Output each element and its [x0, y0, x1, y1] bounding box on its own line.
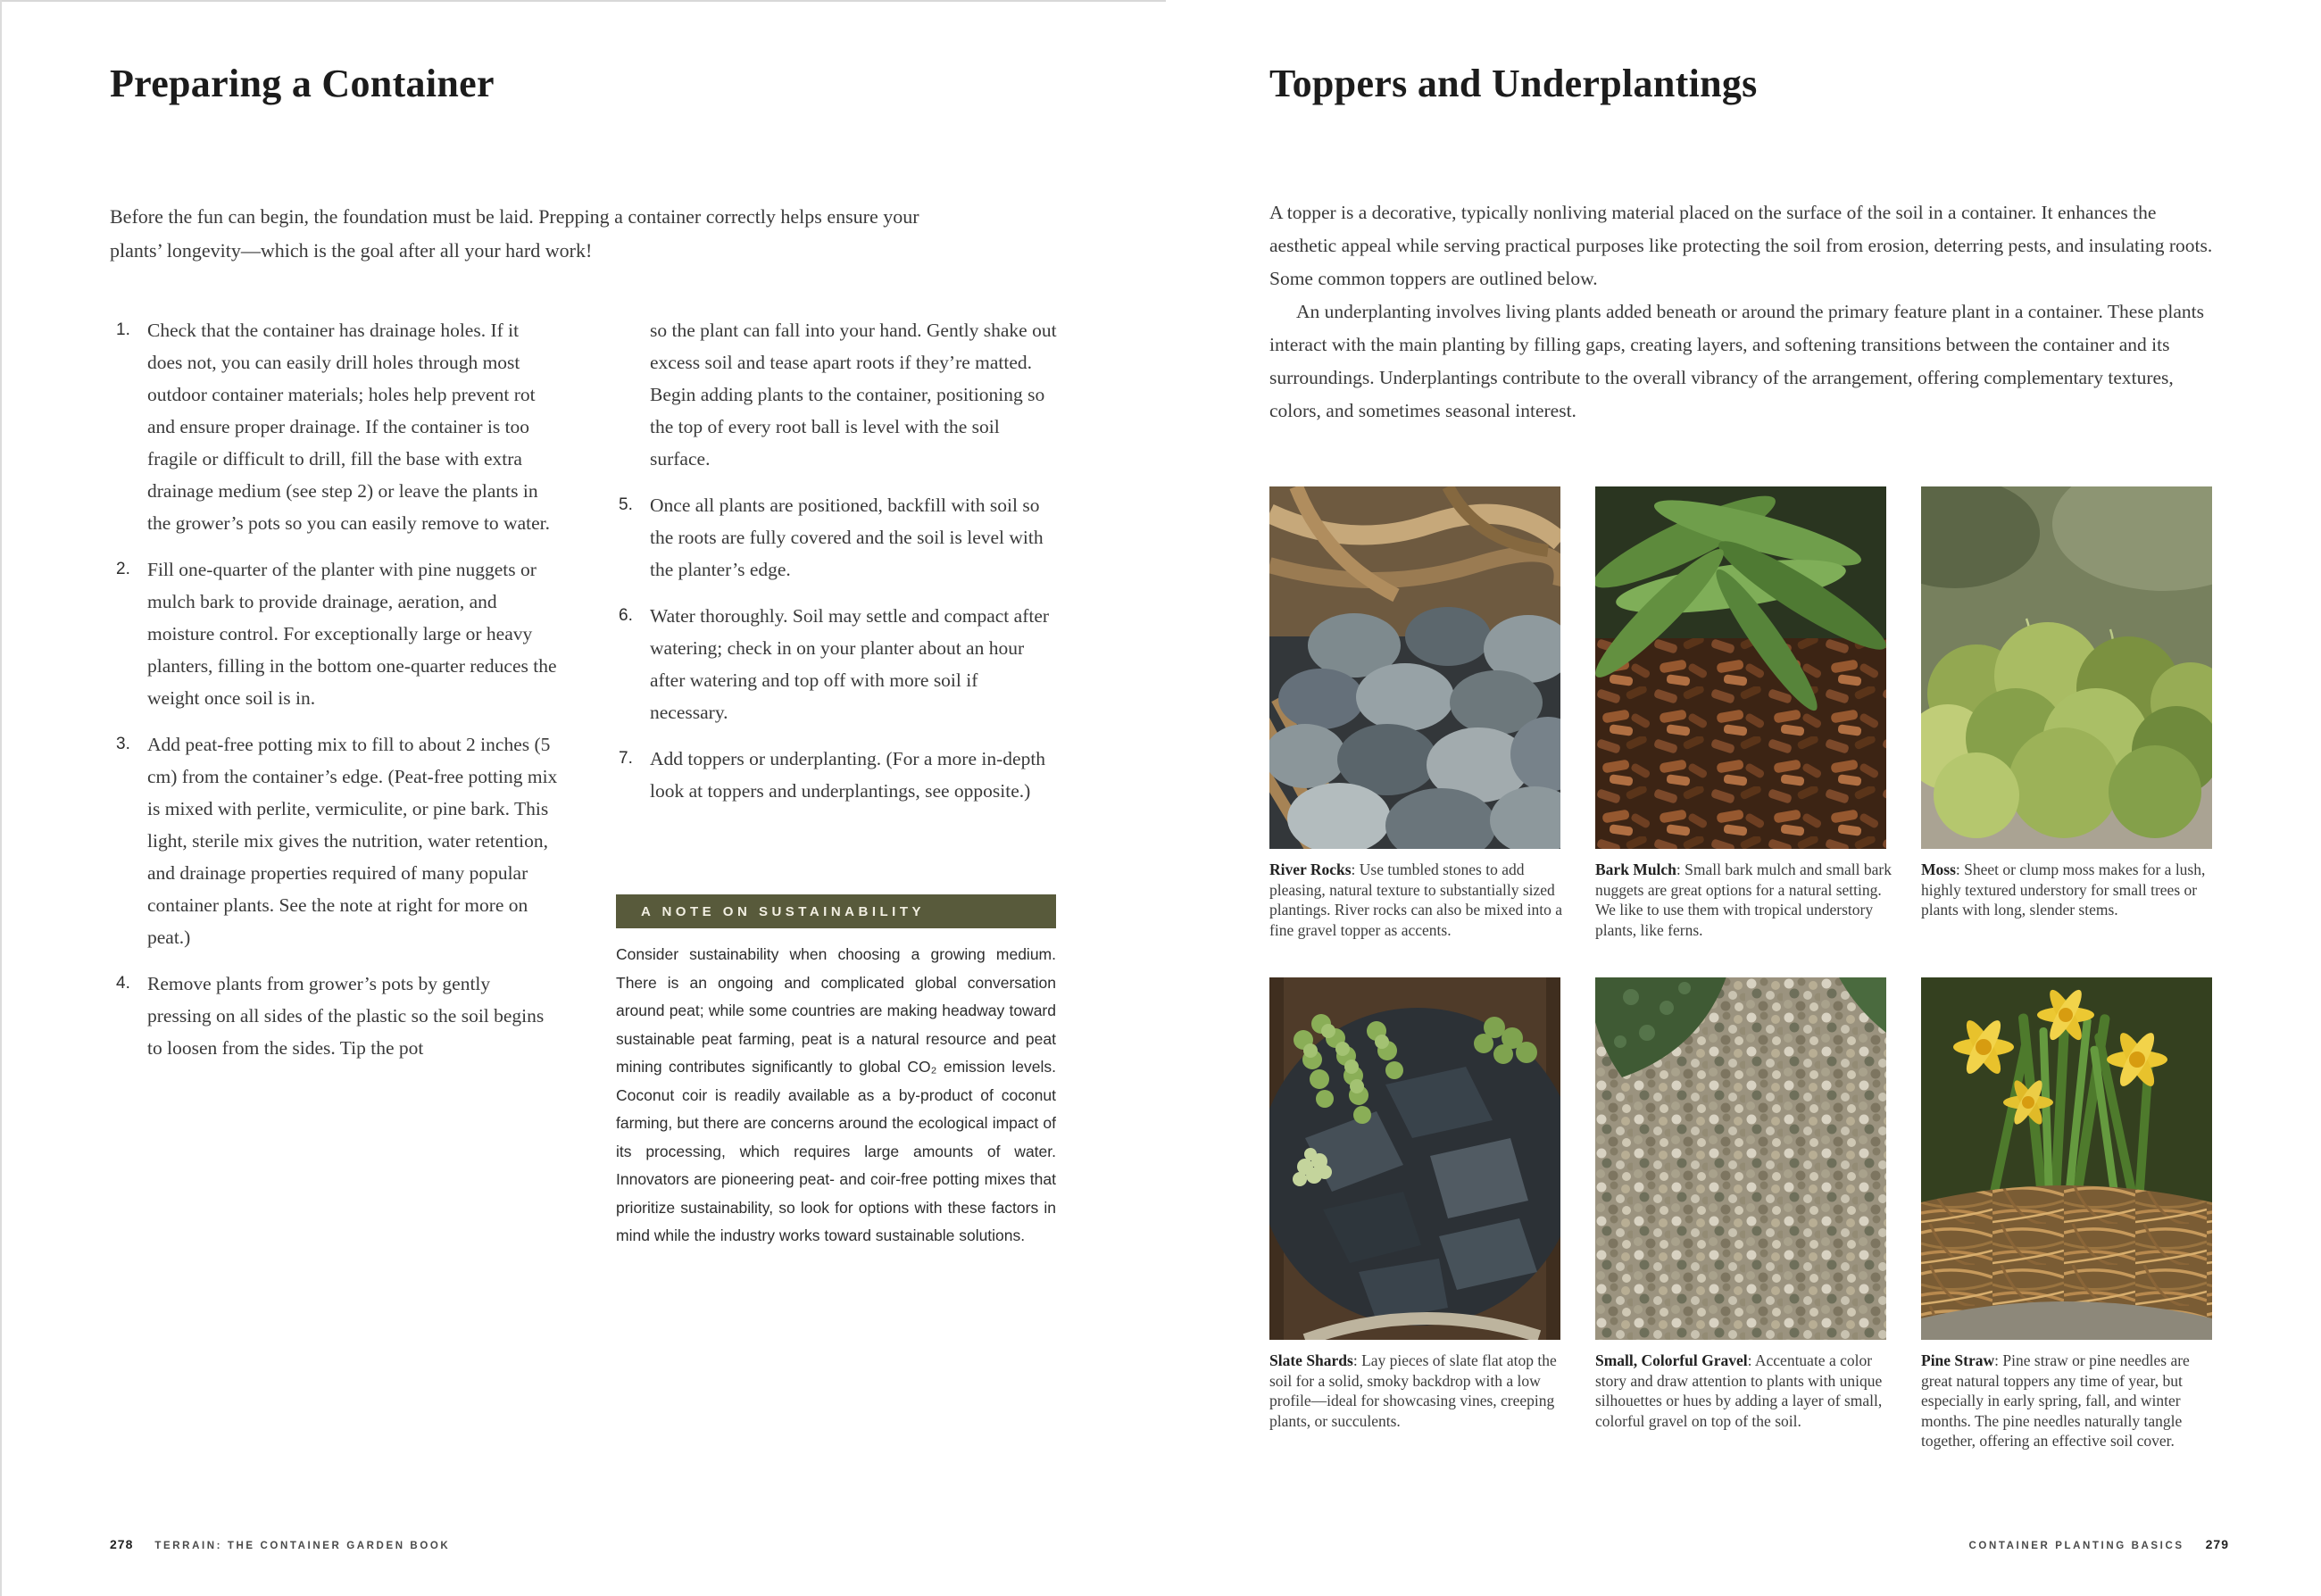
topper-cell-moss [1921, 486, 2219, 920]
topper-cell-river-rocks [1269, 486, 1568, 940]
step-text: Water thoroughly. Soil may settle and compact after watering; check in on your planter about an hour after watering and top off with more soil if necessary. [650, 605, 1050, 723]
step-item-2 [116, 553, 558, 714]
caption-pine-straw [1921, 1351, 2219, 1451]
topper-cell-bark-mulch [1595, 486, 1893, 940]
left-page-intro: Before the fun can begin, the foundation must be laid. Prepping a container correctly helps ensure your plants’ longevity—which is the goal after all your hard work! [110, 205, 919, 262]
running-title: CONTAINER PLANTING BASICS [1968, 1541, 2184, 1551]
step-item-4-continued [619, 314, 1061, 475]
caption-text: : Small bark mulch and small bark nuggets are great options for a natural setting. We like to use them with tropical understory plants, like ferns. [1595, 860, 1892, 939]
page-edge-left [0, 0, 2, 1596]
caption-text: : Accentuate a color story and draw attention to plants with unique silhouettes or hues by adding a layer of small, colorful gravel on top of the soil. [1595, 1351, 1883, 1430]
left-page-footer [110, 1537, 450, 1551]
page-edge-top [0, 0, 1166, 2]
caption-term: Bark Mulch [1595, 860, 1676, 878]
note-body: Consider sustainability when choosing a growing medium. There is an ongoing and complicated global conversation around peat; while some countries are making headway toward sustainable peat farming, peat is a natural resource and peat mining contributes significantly to global CO₂ emission levels. Coconut coir is readily available as a by-product of coconut farming, but there are concerns around the ecological impact of its processing, which requires large amounts of water. Innovators are pioneering peat- and coir-free potting mixes that prioritize sustainability, so look for options with these factors in mind while the industry works toward sustainable solutions. [616, 945, 1056, 1244]
caption-term: Slate Shards [1269, 1351, 1353, 1369]
bark-mulch-photo [1595, 486, 1886, 849]
caption-text: : Use tumbled stones to add pleasing, natural texture to substantially sized plantings. River rocks can also be mixed into a fine gravel topper as accents. [1269, 860, 1563, 939]
caption-river-rocks [1269, 860, 1568, 940]
step-number: 5. [619, 495, 633, 514]
intro-paragraph-1: A topper is a decorative, typically nonliving material placed on the surface of the soil in a container. It enhances the aesthetic appeal while serving practical purposes like protecting the soil from erosion, deterring pests, and insulating roots. Some common toppers are outlined below. [1269, 202, 2213, 289]
step-text: Add peat-free potting mix to fill to about 2 inches (5 cm) from the container’s edge. (Peat-free potting mix is mixed with perlite, vermiculite, or pine bark. This light, sterile mix gives the nutrition, water retention, and drainage properties required of many popular container plants. See the note at right for more on peat.) [147, 734, 558, 948]
step-text: Remove plants from grower’s pots by gently pressing on all sides of the plastic so the soil begins to loosen from the sides. Tip the pot [147, 973, 545, 1059]
steps-column-2 [619, 314, 1061, 821]
right-page-footer [1969, 1537, 2229, 1551]
caption-term: Small, Colorful Gravel [1595, 1351, 1748, 1369]
step-number: 4. [116, 974, 130, 993]
step-text: Fill one-quarter of the planter with pine nuggets or mulch bark to provide drainage, aeration, and moisture control. For exceptionally large or heavy planters, filling in the bottom one-quarter reduces the weight once soil is in. [147, 559, 557, 709]
step-number: 7. [619, 749, 633, 768]
caption-term: Pine Straw [1921, 1351, 1995, 1369]
step-number: 3. [116, 735, 130, 753]
note-header: A NOTE ON SUSTAINABILITY [616, 894, 1056, 928]
pine-straw-photo [1921, 977, 2212, 1340]
step-text: Check that the container has drainage holes. If it does not, you can easily drill holes through most outdoor container materials; holes help prevent rot and ensure proper drainage. If the container is too fragile or difficult to drill, fill the base with extra drainage medium (see step 2) or leave the plants in the grower’s pots so you can easily remove to water. [147, 320, 550, 534]
caption-moss [1921, 860, 2219, 920]
step-number: 6. [619, 606, 633, 625]
sustainability-note [616, 894, 1056, 1251]
steps-column-1 [116, 314, 558, 1078]
step-item-3 [116, 728, 558, 953]
right-page-title: Toppers and Underplantings [1269, 62, 1758, 105]
step-number [619, 314, 650, 475]
topper-cell-slate-shards [1269, 977, 1568, 1431]
step-number: 2. [116, 560, 130, 578]
step-text: so the plant can fall into your hand. Gently shake out excess soil and tease apart roots if they’re matted. Begin adding plants to the container, positioning so the top of every root ball is level with the soil surface. [650, 320, 1057, 470]
right-page-intro [1269, 196, 2218, 428]
running-title: TERRAIN: THE CONTAINER GARDEN BOOK [154, 1541, 451, 1551]
step-text: Once all plants are positioned, backfill with soil so the roots are fully covered and the soil is level with the planter’s edge. [650, 495, 1044, 580]
colorful-gravel-photo [1595, 977, 1886, 1340]
left-page-title: Preparing a Container [110, 62, 495, 105]
caption-colorful-gravel [1595, 1351, 1893, 1431]
river-rocks-photo [1269, 486, 1560, 849]
moss-photo [1921, 486, 2212, 849]
topper-cell-colorful-gravel [1595, 977, 1893, 1431]
intro-paragraph-2: An underplanting involves living plants added beneath or around the primary feature plant in a container. These plants interact with the main planting by filling gaps, creating layers, and softening transitions between the container and its surroundings. Underplantings contribute to the overall vibrancy of the arrangement, offering complementary textures, colors, and sometimes seasonal interest. [1269, 301, 2204, 421]
caption-slate-shards [1269, 1351, 1568, 1431]
caption-text: : Sheet or clump moss makes for a lush, highly textured understory for small trees or plants with long, slender stems. [1921, 860, 2206, 919]
step-item-1 [116, 314, 558, 539]
caption-text: : Lay pieces of slate flat atop the soil for a solid, smoky backdrop with a low profile—ideal for showcasing vines, creeping plants, or succulents. [1269, 1351, 1557, 1430]
caption-bark-mulch [1595, 860, 1893, 940]
step-item-4 [116, 968, 558, 1064]
caption-text: : Pine straw or pine needles are great natural toppers any time of year, but especially in early spring, fall, and winter months. The pine needles naturally tangle together, offering an effective soil cover. [1921, 1351, 2190, 1450]
step-text: Add toppers or underplanting. (For a more in-depth look at toppers and underplantings, see opposite.) [650, 748, 1046, 802]
step-item-7 [619, 743, 1061, 807]
step-item-6 [619, 600, 1061, 728]
step-item-5 [619, 489, 1061, 586]
step-number: 1. [116, 320, 130, 339]
page-number: 278 [110, 1537, 134, 1551]
slate-shards-photo [1269, 977, 1560, 1340]
topper-cell-pine-straw [1921, 977, 2219, 1451]
caption-term: River Rocks [1269, 860, 1352, 878]
page-number: 279 [2205, 1537, 2229, 1551]
caption-term: Moss [1921, 860, 1956, 878]
